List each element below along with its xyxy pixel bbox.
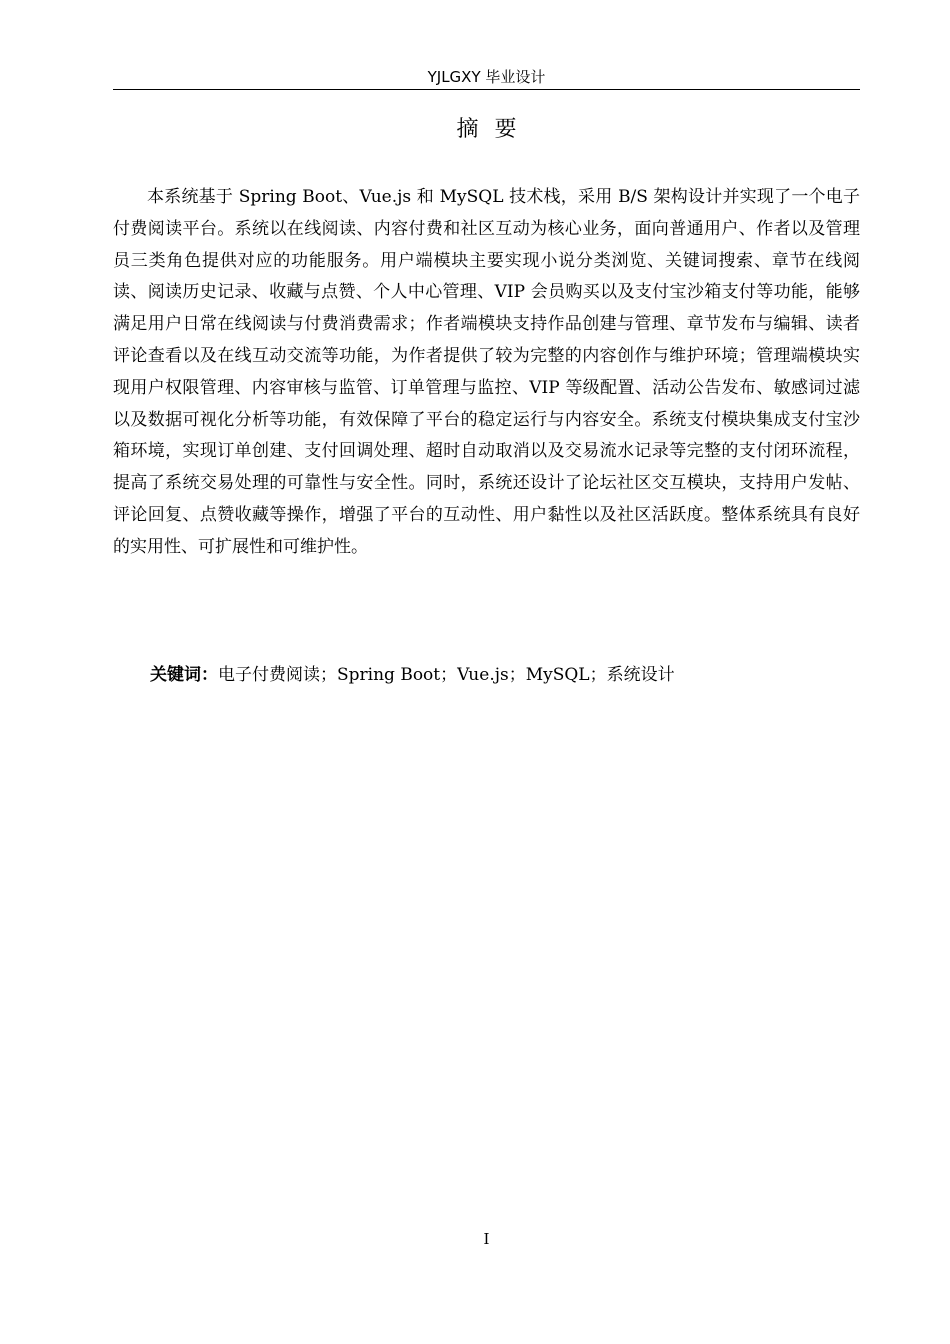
page-header bbox=[113, 64, 860, 90]
page-number: I bbox=[483, 1230, 490, 1248]
abstract-paragraph: 本系统基于 Spring Boot、Vue.js 和 MySQL 技术栈，采用 B/S 架构设计并实现了一个电子付费阅读平台。系统以在线阅读、内容付费和社区互动为核心业务，面向普通用户、作者以及管理员三类角色提供对应的功能服务。用户端模块主要实现小说分类浏览、关键词搜索、章节在线阅读、阅读历史记录、收藏与点赞、个人中心管理、VIP 会员购买以及支付宝沙箱支付等功能，能够满足用户日常在线阅读与付费消费需求；作者端模块支持作品创建与管理、章节发布与编辑、读者评论查看以及在线互动交流等功能，为作者提供了较为完整的内容创作与维护环境；管理端模块实现用户权限管理、内容审核与监管、订单管理与监控、VIP 等级配置、活动公告发布、敏感词过滤以及数据可视化分析等功能，有效保障了平台的稳定运行与内容安全。系统支付模块集成支付宝沙箱环境，实现订单创建、支付回调处理、超时自动取消以及交易流水记录等完整的支付闭环流程，提高了系统交易处理的可靠性与安全性。同时，系统还设计了论坛社区交互模块，支持用户发帖、评论回复、点赞收藏等操作，增强了平台的互动性、用户黏性以及社区活跃度。整体系统具有良好的实用性、可扩展性和可维护性。 bbox=[113, 187, 860, 557]
header-text: YJLGXY 毕业设计 bbox=[427, 68, 546, 86]
keywords-label: 关键词： bbox=[150, 665, 218, 685]
keywords-line bbox=[150, 660, 860, 690]
abstract-title: 摘要 bbox=[456, 117, 533, 142]
keywords-value: 电子付费阅读；Spring Boot；Vue.js；MySQL；系统设计 bbox=[218, 665, 675, 685]
